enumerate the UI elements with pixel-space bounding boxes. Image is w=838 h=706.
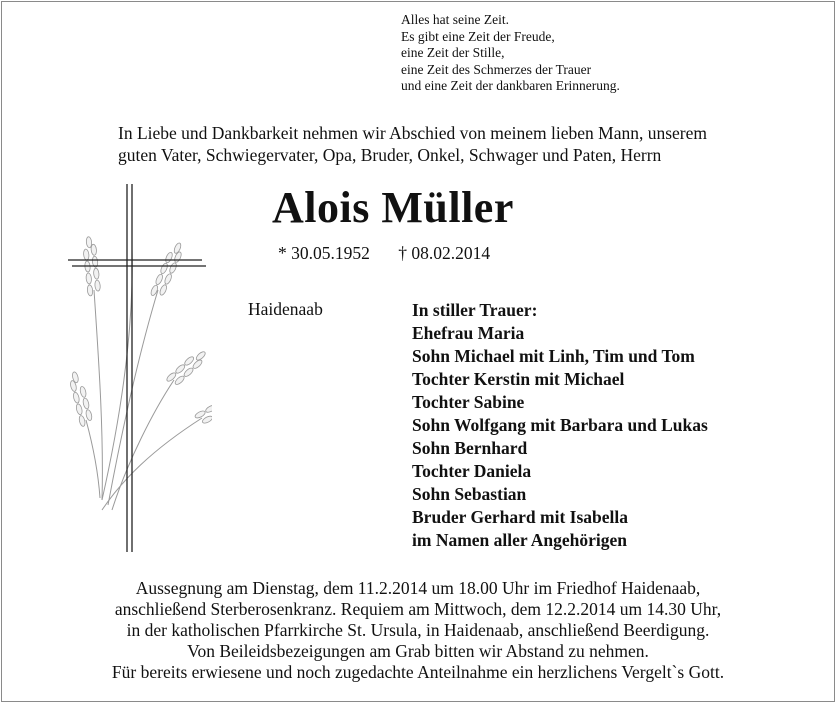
mourner-item: Tochter Kerstin mit Michael [412,369,625,389]
poem [401,12,620,95]
mourner-item: Tochter Sabine [412,392,525,412]
mourner-item: Sohn Sebastian [412,484,527,504]
place-name: Haidenaab [248,299,323,319]
details-line: Für bereits erwiesene und noch zugedachte Anteilnahme ein herzlichens Vergelt`s Gott. [111,662,725,682]
poem-line: und eine Zeit der dankbaren Erinnerung. [401,78,620,93]
poem-line: Es gibt eine Zeit der Freude, [401,28,555,44]
obituary-notice [1,1,835,702]
wheat-ear-icon [68,236,212,427]
intro-line: guten Vater, Schwiegervater, Opa, Bruder, Onkel, Schwager und Paten, Herrn [118,145,662,165]
birth-date: * 30.05.1952 [278,243,370,263]
deceased-name: Alois Müller [272,183,514,232]
intro-line: In Liebe und Dankbarkeit nehmen wir Abschied von meinem lieben Mann, unserem [118,123,708,143]
mourner-item: Tochter Daniela [412,461,532,481]
details-line: anschließend Sterberosenkranz. Requiem am Mittwoch, dem 12.2.2014 um 14.30 Uhr, [114,599,722,619]
life-dates [278,243,490,264]
mourner-item: im Namen aller Angehörigen [412,530,628,550]
details-line: in der katholischen Pfarrkirche St. Ursula, in Haidenaab, anschließend Beerdigung. [126,620,710,640]
wheat-icon [86,250,202,510]
funeral-details [2,578,834,683]
mourner-item: Bruder Gerhard mit Isabella [412,507,628,527]
intro-text [118,122,707,166]
mourners-heading: In stiller Trauer: [412,300,538,320]
mourner-item: Sohn Bernhard [412,438,528,458]
mourner-item: Sohn Wolfgang mit Barbara und Lukas [412,415,708,435]
poem-line: Alles hat seine Zeit. [401,12,509,27]
mourners-list [412,299,708,552]
details-line: Aussegnung am Dienstag, dem 11.2.2014 um 18.00 Uhr im Friedhof Haidenaab, [135,578,701,598]
mourner-item: Sohn Michael mit Linh, Tim und Tom [412,346,695,366]
death-date: † 08.02.2014 [398,243,491,263]
cross-wheat-illustration [62,180,212,562]
details-line: Von Beileidsbezeigungen am Grab bitten wir Abstand zu nehmen. [187,641,649,661]
mourner-item: Ehefrau Maria [412,323,525,343]
poem-line: eine Zeit der Stille, [401,45,505,60]
poem-line: eine Zeit des Schmerzes der Trauer [401,61,592,77]
